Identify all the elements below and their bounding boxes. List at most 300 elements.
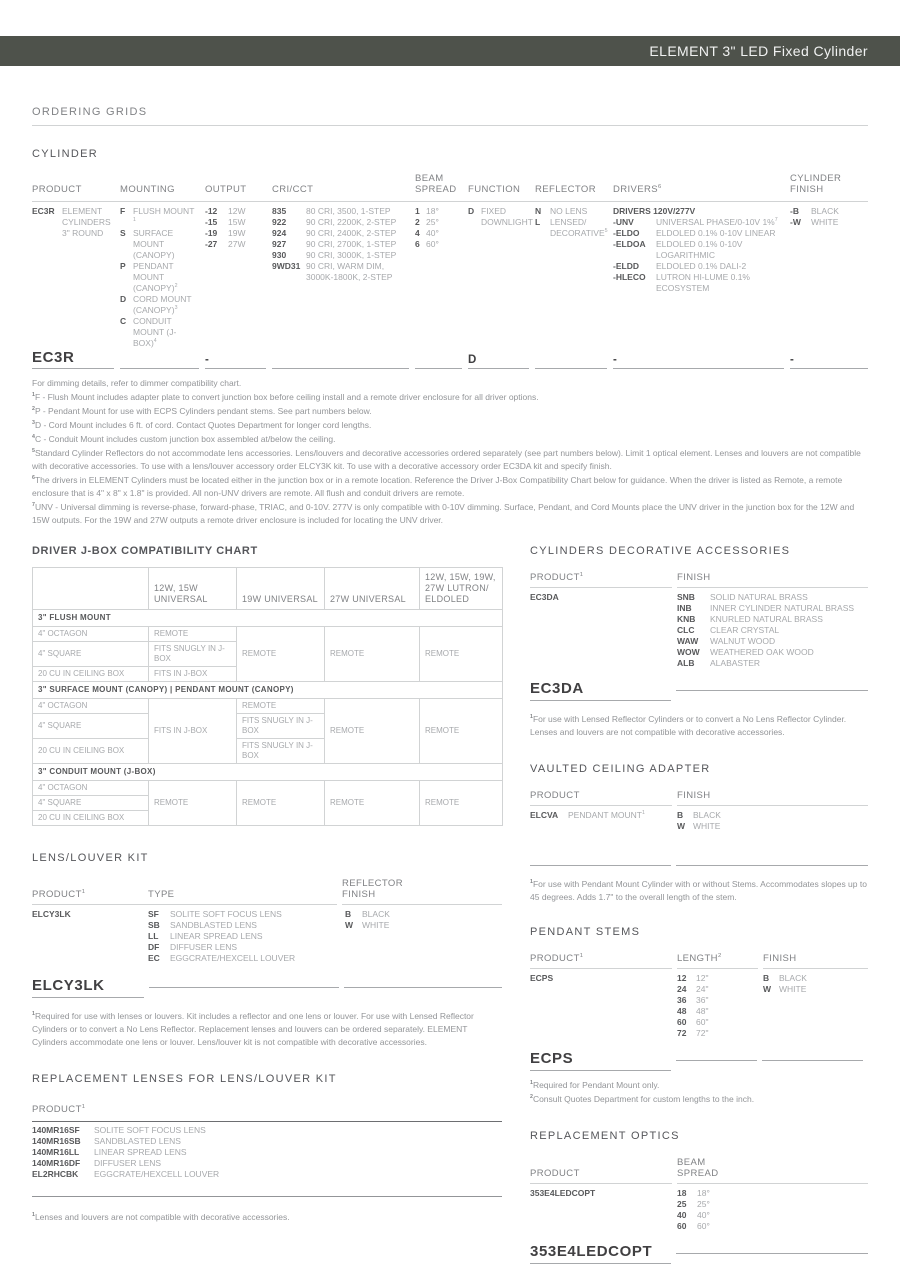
- item-code: -ELDOA: [613, 239, 646, 249]
- grid-item: [120, 261, 199, 294]
- item-code: -HLECO: [613, 272, 646, 282]
- grid-col: [32, 206, 120, 349]
- item-desc: 72": [696, 1028, 709, 1038]
- vaulted-entry-product-blank: [530, 854, 671, 866]
- lens-kit-entry-type-blank: [149, 976, 339, 988]
- list-item: [677, 647, 868, 658]
- replacement-lenses-list: [32, 1122, 502, 1180]
- grid-col-header: [790, 173, 868, 197]
- footnote: $^3$D - Cord Mount includes 6 ft. of cord. Contact Quotes Department for longer cord lengths.: [32, 420, 372, 430]
- grid-item: [32, 206, 114, 239]
- grid-col-label: CYLINDER FINISH: [790, 173, 842, 195]
- item-desc: LUTRON HI-LUME 0.1% ECOSYSTEM: [656, 272, 750, 293]
- optics-product-code: 353E4LEDCOPT: [530, 1188, 596, 1198]
- cylinder-order-entry-row: [32, 351, 868, 369]
- replacement-lenses-footnote: $^1$Lenses and louvers are not compatible with decorative accessories.: [32, 1212, 290, 1222]
- list-item: [677, 984, 763, 995]
- list-item: [148, 909, 345, 920]
- list-item: [763, 973, 868, 984]
- decorative-column-headers: [530, 572, 868, 588]
- item-code: -ELDO: [613, 228, 640, 238]
- item-code: 140MR16DF: [32, 1158, 81, 1168]
- jbox-cell: FITS IN J-BOX: [149, 699, 237, 764]
- item-desc: 40°: [426, 228, 439, 238]
- lens-kit-body: [32, 905, 502, 964]
- jbox-row-label: 4" SQUARE: [33, 642, 149, 667]
- list-item: [677, 1028, 763, 1039]
- footnote: $^2$P - Pendant Mount for use with ECPS Cylinders pendant stems. See part numbers below.: [32, 406, 372, 416]
- item-desc: 80 CRI, 3500, 1-STEP: [306, 206, 391, 216]
- jbox-data-row: [33, 699, 503, 714]
- item-code: EC: [148, 953, 160, 963]
- lens-kit-product-header: PRODUCT$^1$: [32, 888, 86, 900]
- list-item: [677, 995, 763, 1006]
- stems-length-list: [677, 973, 763, 1039]
- item-desc: 25°: [697, 1199, 710, 1209]
- grid-item: [272, 206, 409, 217]
- optics-beam-header-cell: [677, 1157, 868, 1184]
- item-desc: 25°: [426, 217, 439, 227]
- item-code: -W: [790, 217, 801, 227]
- item-code: N: [535, 206, 542, 216]
- item-desc: SANDBLASTED LENS: [94, 1136, 181, 1146]
- footnote: $^5$Standard Cylinder Reflectors do not accommodate lens accessories. Lens/louvers and decorative accessories ordered separately (see part numbers below). Limit 1 optical element. Lenses and louvers are not compatible with decorative accessories. To use with a lens/louver accessory order ELCY3K kit. To use with a decorative accessory order EC3DA kit and specify finish.: [32, 448, 861, 471]
- list-item: [345, 909, 502, 920]
- item-desc: 18°: [426, 206, 439, 216]
- jbox-cell: REMOTE: [237, 781, 325, 826]
- item-code: S: [120, 228, 126, 238]
- jbox-cell: REMOTE: [149, 781, 237, 826]
- item-desc: 36": [696, 995, 709, 1005]
- item-desc: LENSED/ DECORATIVE$^5$: [550, 217, 608, 238]
- item-code: 924: [272, 228, 287, 238]
- grid-item: [415, 228, 462, 239]
- pendant-stems-footnotes: [530, 1079, 868, 1106]
- jbox-cell: FITS SNUGLY IN J-BOX: [237, 714, 325, 739]
- grid-item: [272, 228, 409, 239]
- stems-entry-length-blank: [676, 1049, 757, 1061]
- list-item: [32, 1136, 502, 1147]
- list-item: [32, 1125, 502, 1136]
- grid-item: [120, 206, 199, 228]
- item-code: 18: [677, 1188, 687, 1198]
- jbox-col-header: 12W, 15W, 19W, 27W LUTRON/ ELDOLED: [420, 568, 503, 610]
- item-code: 60: [677, 1017, 687, 1027]
- jbox-row-label: 4" SQUARE: [33, 796, 149, 811]
- item-desc: SOLID NATURAL BRASS: [710, 592, 808, 602]
- grid-item: [120, 316, 199, 349]
- item-desc: LINEAR SPREAD LENS: [170, 931, 263, 941]
- item-desc: 18°: [697, 1188, 710, 1198]
- jbox-row-label: 4" SQUARE: [33, 714, 149, 739]
- grid-item: [790, 206, 862, 217]
- cylinder-section-heading: CYLINDER: [32, 148, 99, 160]
- vaulted-product-header: PRODUCT: [530, 790, 580, 801]
- cylinder-footnotes: [32, 377, 868, 527]
- stems-finish-header: FINISH: [763, 953, 797, 964]
- grid-item: [790, 217, 862, 228]
- optics-beam-header: BEAM SPREAD: [677, 1157, 719, 1179]
- item-code: -UNV: [613, 217, 634, 227]
- item-desc: FIXED DOWNLIGHT: [481, 206, 533, 227]
- vaulted-product-col: [530, 810, 677, 832]
- item-code: 930: [272, 250, 287, 260]
- decorative-product-col: [530, 592, 677, 669]
- item-desc: EGGCRATE/HEXCELL LOUVER: [170, 953, 296, 963]
- grid-col: [415, 206, 468, 349]
- item-desc: 27W: [228, 239, 246, 249]
- lens-kit-entry-row: [32, 976, 502, 998]
- replacement-optics-heading: REPLACEMENT OPTICS: [530, 1130, 680, 1142]
- item-code: -B: [790, 206, 799, 216]
- item-code: KNB: [677, 614, 696, 624]
- stems-product-col: [530, 973, 677, 1039]
- entry-cell: [415, 351, 462, 369]
- item-code: 140MR16SB: [32, 1136, 81, 1146]
- grid-col-header: [415, 173, 468, 197]
- item-code: C: [120, 316, 127, 326]
- item-code: WAW: [677, 636, 699, 646]
- item-code: 835: [272, 206, 287, 216]
- item-desc: 12W: [228, 206, 246, 216]
- vaulted-body: [530, 806, 868, 832]
- jbox-cell: REMOTE: [420, 699, 503, 764]
- list-item: [677, 658, 868, 669]
- lens-kit-finish-header: REFLECTOR FINISH: [342, 878, 403, 900]
- grid-item: [205, 217, 266, 228]
- item-desc: 90 CRI, WARM DIM, 3000K-1800K, 2-STEP: [306, 261, 393, 282]
- vaulted-entry-finish-blank: [676, 854, 868, 866]
- item-code: 12: [677, 973, 687, 983]
- item-desc: CLEAR CRYSTAL: [710, 625, 780, 635]
- grid-col-header: [468, 179, 535, 197]
- decorative-finish-header: FINISH: [677, 572, 711, 583]
- item-code: B: [345, 909, 352, 919]
- grid-col-label: DRIVERS$^6$: [613, 183, 662, 195]
- item-desc: 90 CRI, 2700K, 1-STEP: [306, 239, 397, 249]
- vaulted-product-header-cell: [530, 790, 672, 806]
- list-item: [677, 603, 868, 614]
- grid-item: [272, 239, 409, 250]
- replacement-lenses-heading: REPLACEMENT LENSES FOR LENS/LOUVER KIT: [32, 1073, 337, 1085]
- grid-col-header: [535, 179, 613, 197]
- vaulted-adapter-heading: VAULTED CEILING ADAPTER: [530, 763, 711, 775]
- pendant-stems-column-headers: [530, 953, 868, 969]
- list-item: [677, 1221, 868, 1232]
- jbox-cell: REMOTE: [420, 781, 503, 826]
- grid-item: [272, 217, 409, 228]
- item-code: EC3R: [32, 206, 55, 216]
- grid-item: [535, 217, 607, 239]
- item-desc: ELDOLED 0.1% 0-10V LINEAR: [656, 228, 776, 238]
- page-title: ELEMENT 3" LED Fixed Cylinder: [649, 43, 868, 59]
- lens-kit-product-col: [32, 909, 148, 964]
- item-code: W: [345, 920, 354, 930]
- replacement-optics-entry-row: [530, 1242, 868, 1264]
- list-item: [677, 973, 763, 984]
- list-item: [345, 920, 502, 931]
- jbox-col-header: [33, 568, 149, 610]
- item-desc: ALABASTER: [710, 658, 761, 668]
- jbox-col-header: 27W UNIVERSAL: [325, 568, 420, 610]
- item-desc: LINEAR SPREAD LENS: [94, 1147, 187, 1157]
- grid-col: [205, 206, 272, 349]
- item-code: 1: [415, 206, 420, 216]
- entry-cell: -: [205, 351, 266, 369]
- stems-length-header: LENGTH$^2$: [677, 952, 722, 964]
- jbox-cell: REMOTE: [325, 781, 420, 826]
- lens-kit-finish-list: [345, 909, 502, 964]
- item-code: F: [120, 206, 126, 216]
- item-desc: INNER CYLINDER NATURAL BRASS: [710, 603, 855, 613]
- cylinder-grid-header: [32, 173, 868, 202]
- jbox-cell: FITS IN J-BOX: [149, 667, 237, 682]
- replacement-lenses-divider: [32, 1196, 502, 1197]
- vaulted-finish-header: FINISH: [677, 790, 711, 801]
- item-code: 922: [272, 217, 287, 227]
- stems-finish-header-cell: [763, 953, 868, 969]
- entry-cell: EC3R: [32, 351, 114, 369]
- list-item: [677, 1006, 763, 1017]
- grid-col-header: [613, 179, 790, 197]
- item-code: -27: [205, 239, 218, 249]
- lens-kit-heading: LENS/LOUVER KIT: [32, 852, 149, 864]
- lens-kit-entry-product: ELCY3LK: [32, 976, 144, 998]
- pendant-stems-body: [530, 969, 868, 1039]
- jbox-row-label: 20 CU IN CEILING BOX: [33, 667, 149, 682]
- list-item: [677, 1188, 868, 1199]
- optics-product-header: PRODUCT: [530, 1168, 580, 1179]
- jbox-cell: REMOTE: [325, 699, 420, 764]
- page-header-bar: [0, 36, 900, 66]
- item-desc: 60°: [426, 239, 439, 249]
- decorative-entry-row: [530, 679, 868, 701]
- decorative-entry-product: EC3DA: [530, 679, 671, 701]
- vaulted-footnote: $^1$For use with Pendant Mount Cylinder with or without Stems. Accommodates slopes up to 45 degrees. Adds 1.7" to the overall length of the stem.: [530, 879, 867, 902]
- item-desc: SOLITE SOFT FOCUS LENS: [170, 909, 282, 919]
- cylinder-grid-body: [32, 202, 868, 349]
- item-desc: 90 CRI, 2400K, 2-STEP: [306, 228, 397, 238]
- decorative-product-header: PRODUCT$^1$: [530, 571, 584, 583]
- item-desc: ELEMENT CYLINDERS 3" ROUND: [62, 206, 111, 238]
- replacement-optics-column-headers: [530, 1157, 868, 1184]
- decorative-product-code: EC3DA: [530, 592, 559, 602]
- vaulted-entry-row: [530, 854, 868, 866]
- grid-col-header: [32, 179, 120, 197]
- grid-item: [613, 228, 784, 239]
- jbox-row-label: 4" OCTAGON: [33, 627, 149, 642]
- stems-product-code: ECPS: [530, 973, 554, 983]
- stems-entry-product: ECPS: [530, 1049, 671, 1071]
- list-item: [677, 636, 868, 647]
- item-desc: BLACK: [362, 909, 390, 919]
- item-code: 48: [677, 1006, 687, 1016]
- vaulted-product-code: ELCVA: [530, 810, 559, 820]
- list-item: [148, 920, 345, 931]
- item-code: 36: [677, 995, 687, 1005]
- item-desc: KNURLED NATURAL BRASS: [710, 614, 823, 624]
- lens-kit-type-list: [148, 909, 345, 964]
- jbox-cell: FITS SNUGLY IN J-BOX: [149, 642, 237, 667]
- footnote: $^7$UNV - Universal dimming is reverse-phase, forward-phase, TRIAC, and 0-10V. 277V is only compatible with 0-10V dimming. Surface, Pendant, and Cord Mounts place the UNV driver in the junction box for the 12W and 15W outputs. For the 19W and 27W outputs a remote driver enclosure is included for locating the UNV driver.: [32, 502, 855, 525]
- grid-col-header: [272, 179, 415, 197]
- item-code: L: [535, 217, 541, 227]
- list-item: [32, 1169, 502, 1180]
- pendant-stems-heading: PENDANT STEMS: [530, 926, 641, 938]
- optics-beam-list: [677, 1188, 868, 1232]
- item-code: 25: [677, 1199, 687, 1209]
- grid-col: [120, 206, 205, 349]
- item-code: SF: [148, 909, 159, 919]
- item-desc: BLACK: [811, 206, 839, 216]
- item-desc: CORD MOUNT (CANOPY)$^3$: [133, 294, 192, 315]
- item-code: 24: [677, 984, 687, 994]
- jbox-row-label: 20 CU IN CEILING BOX: [33, 811, 149, 826]
- stems-finish-list: [763, 973, 868, 1039]
- vaulted-column-headers: [530, 790, 868, 806]
- jbox-header-row: [33, 568, 503, 610]
- item-code: 72: [677, 1028, 687, 1038]
- decorative-finish-header-cell: [677, 572, 868, 588]
- footnote: $^2$Consult Quotes Department for custom lengths to the inch.: [530, 1094, 755, 1104]
- grid-col: [613, 206, 790, 349]
- item-code: -19: [205, 228, 218, 238]
- grid-col: [272, 206, 415, 349]
- grid-col-label: MOUNTING: [120, 184, 175, 195]
- list-item: [677, 821, 868, 832]
- lens-kit-header-left: [32, 889, 337, 905]
- grid-item: [613, 272, 784, 294]
- item-desc: 90 CRI, 3000K, 1-STEP: [306, 250, 397, 260]
- decorative-accessories-heading: CYLINDERS DECORATIVE ACCESSORIES: [530, 545, 791, 557]
- item-code: 9WD31: [272, 261, 301, 271]
- item-code: -ELDD: [613, 261, 639, 271]
- entry-cell: [120, 351, 199, 369]
- item-code: LL: [148, 931, 159, 941]
- entry-cell: [535, 351, 607, 369]
- item-code: CLC: [677, 625, 695, 635]
- item-desc: BLACK: [779, 973, 807, 983]
- grid-item: [120, 294, 199, 316]
- item-desc: FLUSH MOUNT $^1$: [133, 206, 195, 224]
- item-desc: PENDANT MOUNT (CANOPY)$^2$: [133, 261, 178, 293]
- ordering-grids-heading: ORDERING GRIDS: [32, 106, 868, 126]
- decorative-body: [530, 588, 868, 669]
- jbox-cell: REMOTE: [237, 627, 325, 682]
- grid-item: [415, 239, 462, 250]
- list-item: [677, 810, 868, 821]
- entry-cell: [272, 351, 409, 369]
- grid-col-label: FUNCTION: [468, 184, 521, 195]
- item-code: DF: [148, 942, 160, 952]
- grid-item: [205, 239, 266, 250]
- decorative-finish-list: [677, 592, 868, 669]
- optics-entry-beam-blank: [676, 1242, 868, 1254]
- item-code: 60: [677, 1221, 687, 1231]
- grid-col-label: REFLECTOR: [535, 184, 596, 195]
- item-desc: 60°: [697, 1221, 710, 1231]
- grid-col-label: PRODUCT: [32, 184, 82, 195]
- grid-item: [468, 206, 533, 228]
- item-desc: WHITE: [779, 984, 807, 994]
- item-code: W: [763, 984, 772, 994]
- jbox-section-label: 3" SURFACE MOUNT (CANOPY) | PENDANT MOUNT (CANOPY): [33, 682, 503, 699]
- jbox-compatibility-table: [32, 567, 503, 826]
- item-desc: 15W: [228, 217, 246, 227]
- jbox-data-row: [33, 781, 503, 796]
- jbox-section-label: 3" CONDUIT MOUNT (J-BOX): [33, 764, 503, 781]
- grid-item: [205, 228, 266, 239]
- replacement-optics-body: [530, 1184, 868, 1232]
- item-code: 2: [415, 217, 420, 227]
- lower-two-column-area: [32, 545, 868, 1264]
- item-desc: CONDUIT MOUNT $(J-BOX)^4$: [133, 316, 177, 348]
- grid-col-header: [205, 179, 272, 197]
- grid-item: [535, 206, 607, 217]
- jbox-data-row: [33, 627, 503, 642]
- grid-col-header: [120, 179, 205, 197]
- jbox-section-label: 3" FLUSH MOUNT: [33, 610, 503, 627]
- grid-col: [790, 206, 868, 349]
- footnote: For dimming details, refer to dimmer compatibility chart.: [32, 378, 242, 388]
- jbox-row-label: 4" OCTAGON: [33, 781, 149, 796]
- jbox-chart-heading: DRIVER J-BOX COMPATIBILITY CHART: [32, 545, 258, 557]
- vaulted-finish-list: [677, 810, 868, 832]
- grid-item: [613, 217, 784, 228]
- lens-kit-product-code: ELCY3LK: [32, 909, 71, 919]
- item-desc: WHITE: [693, 821, 721, 831]
- item-desc: SANDBLASTED LENS: [170, 920, 257, 930]
- grid-item: [415, 217, 462, 228]
- list-item: [148, 942, 345, 953]
- item-desc: SURFACE MOUNT (CANOPY): [133, 228, 175, 260]
- item-desc: WEATHERED OAK WOOD: [710, 647, 814, 657]
- list-item: [148, 931, 345, 942]
- left-column: [32, 545, 502, 1264]
- item-code: D: [120, 294, 127, 304]
- lens-kit-finish-header-cell: [342, 878, 502, 905]
- page-content: [0, 106, 900, 1264]
- jbox-row-label: 20 CU IN CEILING BOX: [33, 739, 149, 764]
- list-item: [32, 1147, 502, 1158]
- item-code: P: [120, 261, 126, 271]
- item-code: EL2RHCBK: [32, 1169, 79, 1179]
- grid-col: [535, 206, 613, 349]
- entry-cell: -: [790, 351, 868, 369]
- jbox-cell: FITS SNUGLY IN J-BOX: [237, 739, 325, 764]
- item-code: 140MR16SF: [32, 1125, 80, 1135]
- item-desc: 24": [696, 984, 709, 994]
- jbox-section-row: [33, 764, 503, 781]
- item-desc: 12": [696, 973, 709, 983]
- grid-col: [468, 206, 535, 349]
- vaulted-finish-header-cell: [677, 790, 868, 806]
- item-code: B: [763, 973, 770, 983]
- item-code: SB: [148, 920, 160, 930]
- replacement-lenses-product-header-row: [32, 1099, 502, 1122]
- stems-entry-finish-blank: [762, 1049, 863, 1061]
- decorative-entry-finish-blank: [676, 679, 868, 691]
- vaulted-product-desc: PENDANT MOUNT$^1$: [568, 810, 645, 820]
- item-desc: WALNUT WOOD: [710, 636, 776, 646]
- lens-kit-column-headers: [32, 878, 502, 905]
- decorative-product-header-cell: [530, 572, 672, 588]
- grid-item: [120, 228, 199, 261]
- footnote: $^6$The drivers in ELEMENT Cylinders must be located either in the junction box or in a remote location. Reference the Driver J-Box Compatibility Chart below for guidance. When the driver is listed as Remote, a remote enclosure that is 4" x 8" x 1.8" is provided. All non-UNV drivers are remote. All flush and conduit drivers are remote.: [32, 475, 843, 498]
- list-item: [148, 953, 345, 964]
- item-desc: ELDOLED 0.1% DALI-2: [656, 261, 747, 271]
- grid-col-label: BEAM SPREAD: [415, 173, 457, 195]
